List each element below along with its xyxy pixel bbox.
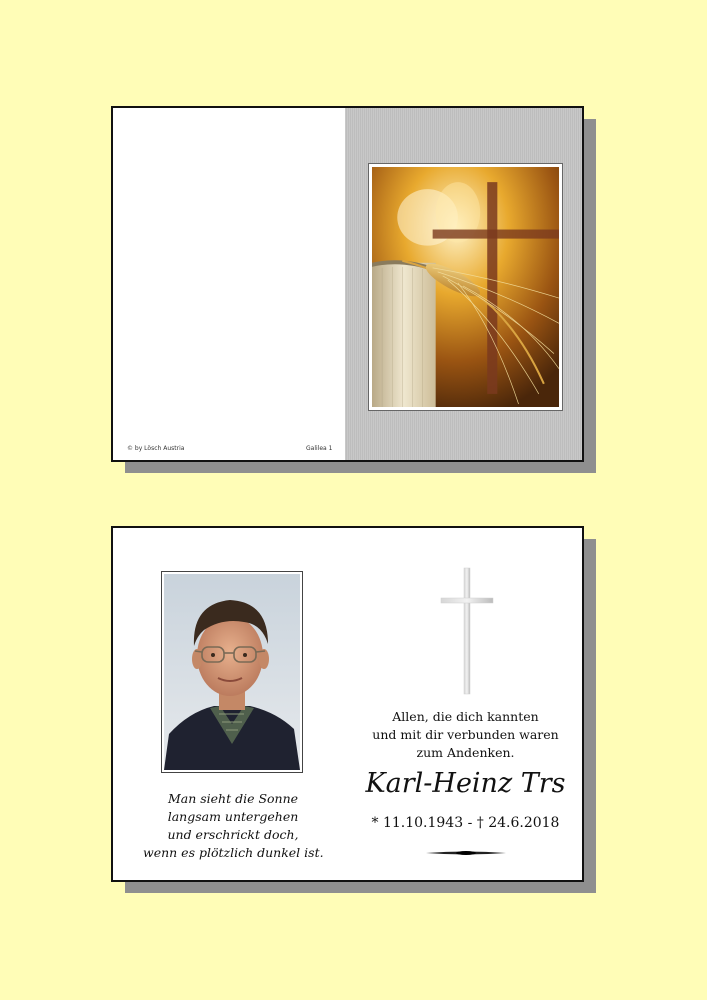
verse-line: Man sieht die Sonne [167, 791, 299, 806]
publisher-credit: © by Lösch Austria [127, 445, 185, 452]
cross-icon [438, 566, 498, 696]
divider-ornament-icon [426, 850, 506, 856]
dedication-text [363, 708, 568, 762]
front-card-image-panel [345, 108, 582, 460]
dedication-line: und mit dir verbunden waren [372, 727, 559, 742]
portrait-icon [164, 574, 300, 770]
verse-line: langsam untergehen [167, 809, 299, 824]
design-code: Galilea 1 [306, 445, 333, 452]
deceased-name: Karl-Heinz Trs [365, 768, 566, 799]
front-card-face [111, 106, 584, 462]
portrait-photo [161, 571, 303, 773]
dedication-line: Allen, die dich kannten [392, 709, 539, 724]
front-card [111, 106, 596, 473]
verse-line: wenn es plötzlich dunkel ist. [143, 845, 324, 860]
verse-line: und erschrickt doch, [167, 827, 299, 842]
verse-text [143, 790, 323, 862]
front-card-blank-panel [113, 108, 345, 460]
back-card [111, 526, 596, 893]
back-card-face [111, 526, 584, 882]
wheat-book-cross-image [368, 163, 563, 411]
wheat-book-cross-icon [372, 167, 559, 407]
dedication-line: zum Andenken. [416, 745, 515, 760]
life-dates: * 11.10.1943 - † 24.6.2018 [371, 815, 560, 831]
